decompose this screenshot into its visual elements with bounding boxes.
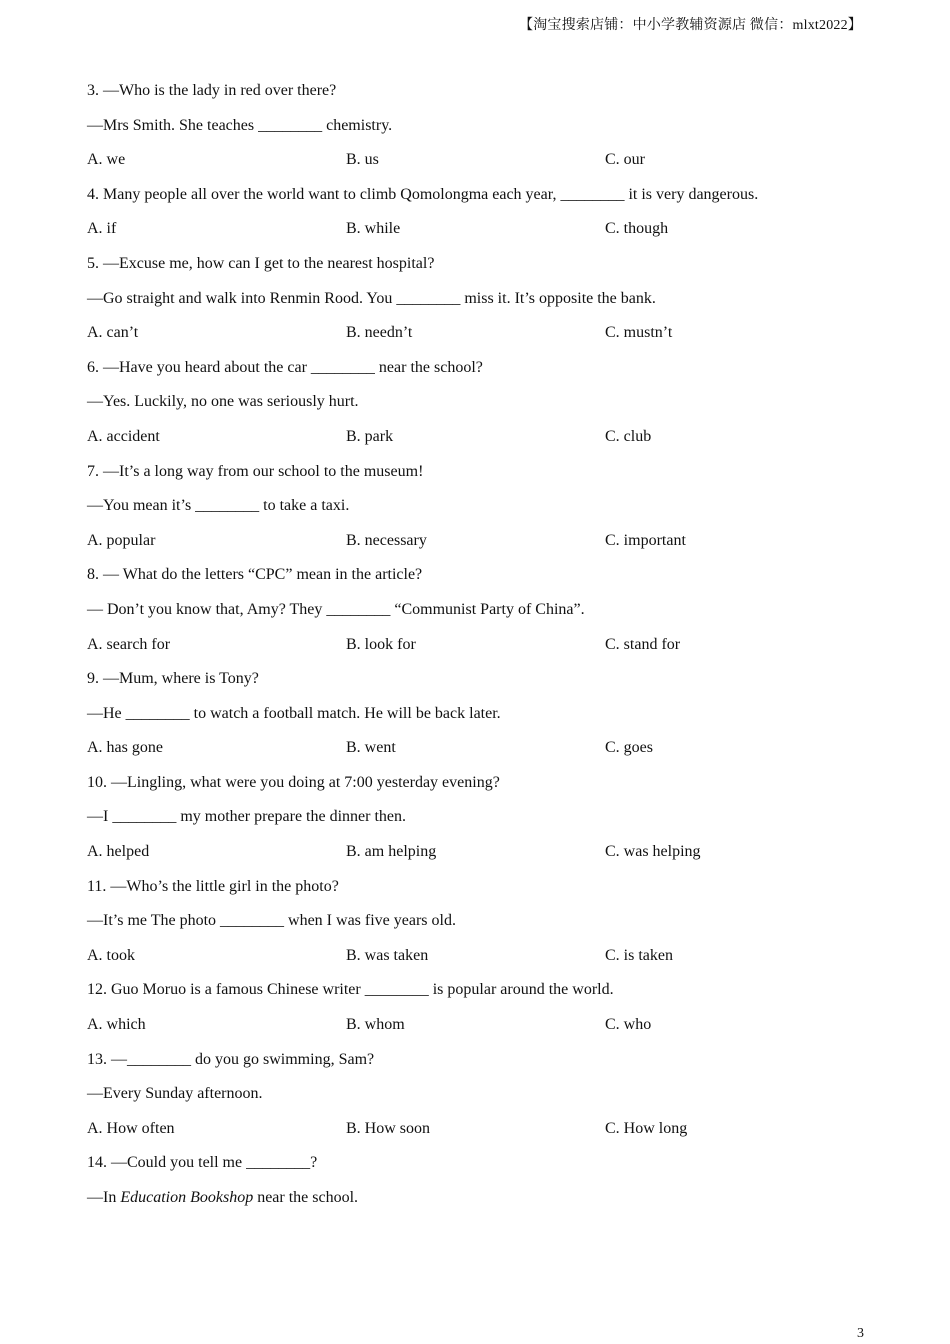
options-row [87,1012,867,1047]
option-b: B. look for [346,635,416,653]
option-a: A. helped [87,843,150,861]
options-row [87,735,867,770]
option-c: C. is taken [605,946,673,964]
question-line: 7. —It’s a long way from our school to the museum! [87,462,424,480]
option-a: A. search for [87,635,171,653]
question-line: —Yes. Luckily, no one was seriously hurt. [87,393,359,411]
options-row [87,943,867,978]
option-c: C. mustn’t [605,324,673,342]
question-line: 14. —Could you tell me ________? [87,1154,318,1172]
option-c: C. our [605,151,645,169]
option-a: A. we [87,151,126,169]
option-b: B. was taken [346,946,429,964]
question-9 [87,666,867,770]
option-c: C. who [605,1016,652,1034]
question-line: 8. — What do the letters “CPC” mean in the article? [87,566,423,584]
question-line: —I ________ my mother prepare the dinner then. [87,808,407,826]
question-4 [87,182,867,251]
option-c: C. was helping [605,843,701,861]
option-c: C. How long [605,1119,688,1137]
question-line: —You mean it’s ________ to take a taxi. [87,497,350,515]
option-a: A. popular [87,531,156,549]
option-c: C. though [605,220,669,238]
options-row [87,216,867,251]
option-a: A. took [87,946,135,964]
question-13 [87,1047,867,1151]
question-14 [87,1150,867,1219]
question-line: 6. —Have you heard about the car ________ near the school? [87,358,483,376]
question-line [87,1185,867,1220]
option-c: C. goes [605,739,653,757]
question-line: 5. —Excuse me, how can I get to the nearest hospital? [87,254,435,272]
option-b: B. park [346,427,394,445]
question-line: 9. —Mum, where is Tony? [87,670,259,688]
question-line: 10. —Lingling, what were you doing at 7:00 yesterday evening? [87,773,500,791]
option-a: A. How often [87,1119,175,1137]
question-5 [87,251,867,355]
bookshop-name: Education Bookshop [120,1189,254,1206]
question-line: —Mrs Smith. She teaches ________ chemistry. [87,116,393,134]
option-b: B. am helping [346,843,437,861]
question-7 [87,459,867,563]
option-b: B. went [346,739,396,757]
options-row [87,839,867,874]
options-row [87,528,867,563]
question-list [87,78,867,1220]
option-a: A. which [87,1016,146,1034]
question-3 [87,78,867,182]
options-row [87,632,867,667]
question-line: —It’s me The photo ________ when I was five years old. [87,912,456,930]
option-c: C. important [605,531,686,549]
option-b: B. How soon [346,1119,431,1137]
answer-prefix: —In [87,1189,121,1206]
option-a: A. accident [87,427,160,445]
option-c: C. club [605,427,652,445]
page-header: 【淘宝搜索店铺：中小学教辅资源店 微信：mlxt2022】 [519,18,862,33]
question-8 [87,562,867,666]
question-line: 4. Many people all over the world want to climb Qomolongma each year, ________ it is very dangerous. [87,185,759,203]
option-b: B. while [346,220,401,238]
question-line: 13. —________ do you go swimming, Sam? [87,1050,375,1068]
question-line: — Don’t you know that, Amy? They ________ “Communist Party of China”. [87,600,585,618]
option-c: C. stand for [605,635,681,653]
options-row [87,320,867,355]
question-line: 12. Guo Moruo is a famous Chinese writer ________ is popular around the world. [87,981,614,999]
question-line: —Every Sunday afternoon. [87,1085,263,1103]
option-b: B. necessary [346,531,427,549]
option-b: B. whom [346,1016,405,1034]
option-a: A. has gone [87,739,163,757]
option-b: B. us [346,151,379,169]
question-6 [87,355,867,459]
options-row [87,424,867,459]
question-line: —Go straight and walk into Renmin Rood. You ________ miss it. It’s opposite the bank. [87,289,656,307]
page-number: 3 [857,1326,864,1341]
option-a: A. can’t [87,324,139,342]
question-line: 3. —Who is the lady in red over there? [87,82,337,99]
question-11 [87,874,867,978]
option-b: B. needn’t [346,324,413,342]
question-12 [87,977,867,1046]
option-a: A. if [87,220,117,238]
question-line: —He ________ to watch a football match. He will be back later. [87,704,501,722]
options-row [87,147,867,182]
question-10 [87,770,867,874]
question-line: 11. —Who’s the little girl in the photo? [87,877,339,895]
options-row [87,1116,867,1151]
answer-suffix: near the school. [253,1189,359,1206]
